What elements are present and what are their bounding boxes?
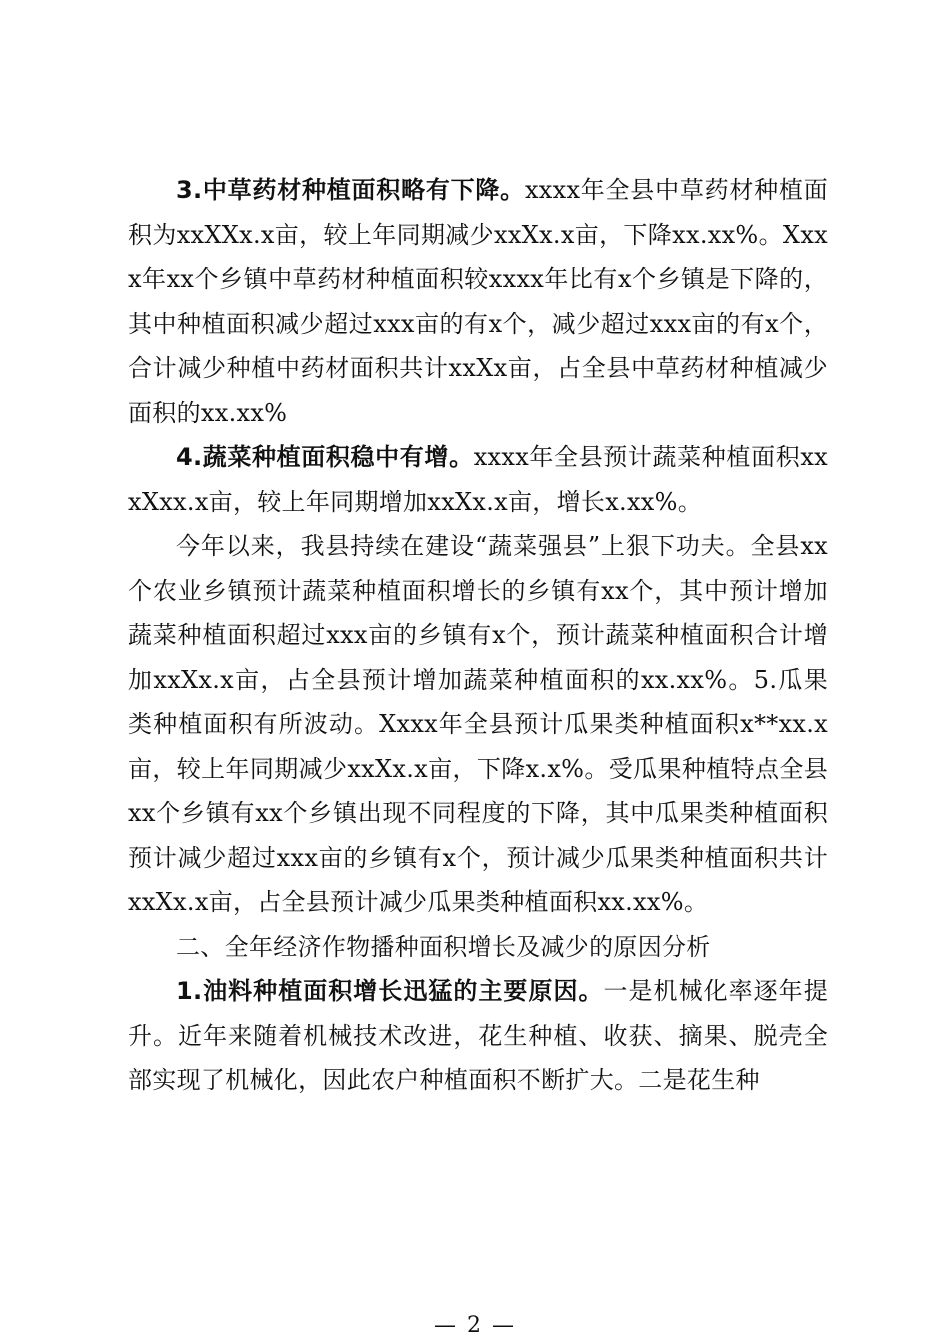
paragraph-oilseed <box>128 969 828 1103</box>
paragraph-vegetables <box>128 435 828 524</box>
paragraph-text: xxxx年全县预计蔬菜种植面积xxxXxx.x亩，较上年同期增加xxXx.x亩，增长x.xx%。 <box>128 443 828 516</box>
paragraph-text: 今年以来，我县持续在建设“蔬菜强县”上狠下功夫。全县xx个农业乡镇预计蔬菜种植面积增长的乡镇有xx个，其中预计增加蔬菜种植面积超过xxx亩的乡镇有x个，预计蔬菜种植面积合计增加xxXx.x亩，占全县预计增加蔬菜种植面积的xx.xx%。5.瓜果类种植面积有所波动。Xxxx年全县预计瓜果类种植面积x**xx.x亩，较上年同期减少xxXx.x亩，下降x.x%。受瓜果种植特点全县xx个乡镇有xx个乡镇出现不同程度的下降，其中瓜果类种植面积预计减少超过xxx亩的乡镇有x个，预计减少瓜果类种植面积共计xxXx.x亩，占全县预计减少瓜果类种植面积xx.xx%。 <box>128 532 828 916</box>
paragraph-heading: 1.油料种植面积增长迅猛的主要原因。 <box>176 977 604 1005</box>
paragraph-herbal-medicine <box>128 168 828 435</box>
paragraph-heading: 4.蔬菜种植面积稳中有增。 <box>176 443 474 471</box>
paragraph-heading: 3.中草药材种植面积略有下降。 <box>176 176 525 204</box>
page-number: — 2 — <box>434 1313 516 1338</box>
paragraph-text: 一是机械化率逐年提升。近年来随着机械技术改进，花生种植、收获、摘果、脱壳全部实现了机械化，因此农户种植面积不断扩大。二是花生种 <box>128 977 829 1094</box>
paragraph-vegetable-county <box>128 524 828 925</box>
section-heading: 二、全年经济作物播种面积增长及减少的原因分析 <box>176 932 711 961</box>
document-body <box>128 168 828 1103</box>
paragraph-text: xxxx年全县中草药材种植面积为xxXXx.x亩，较上年同期减少xxXx.x亩，下降xx.xx%。Xxxx年xx个乡镇中草药材种植面积较xxxx年比有x个乡镇是下降的，其中种植面积减少超过xxx亩的有x个，减少超过xxx亩的有x个，合计减少种植中药材面积共计xxXx亩，占全县中草药材种植减少面积的xx.xx% <box>128 176 828 427</box>
